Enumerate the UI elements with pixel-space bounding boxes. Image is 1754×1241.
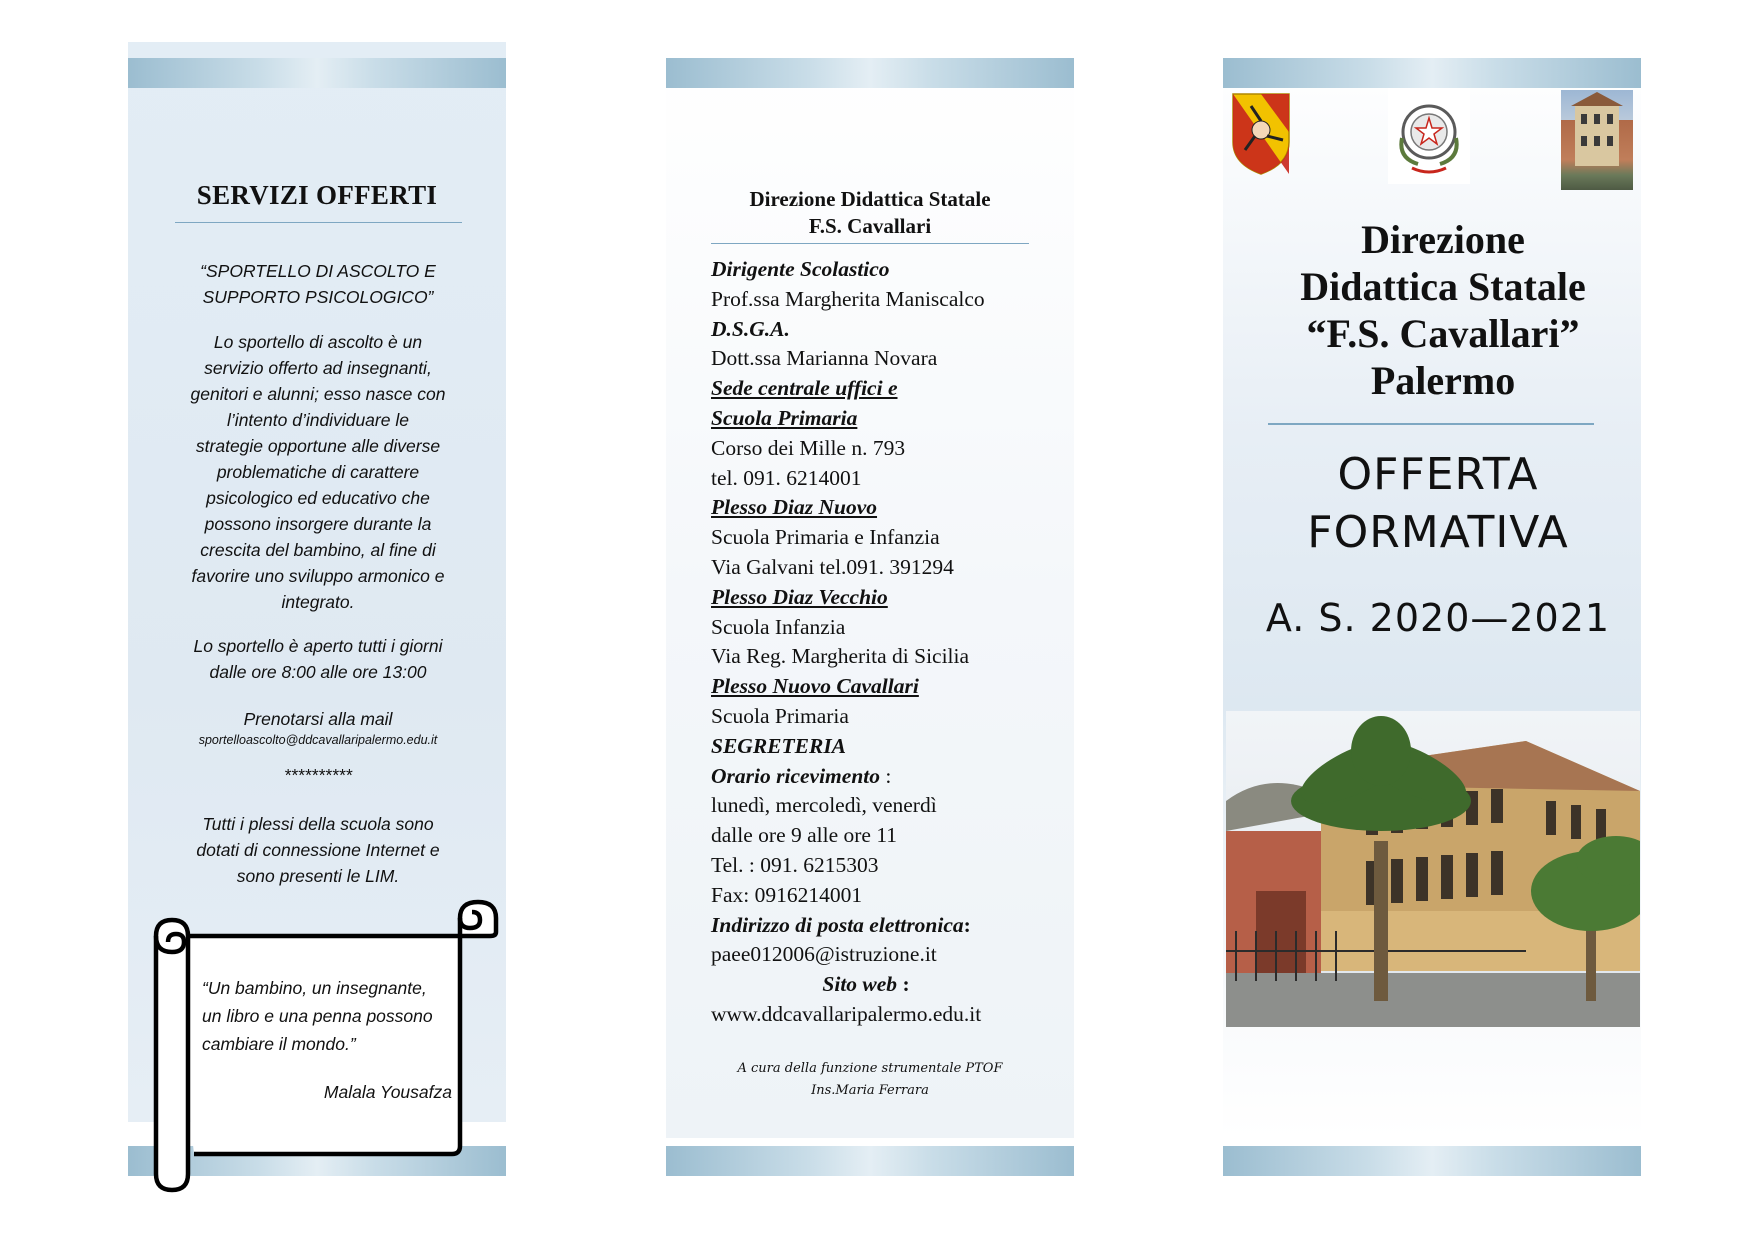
quote-author: Malala Yousafza <box>323 1082 452 1102</box>
email-label: Indirizzo di posta elettronica: <box>711 912 971 937</box>
principal-label: Dirigente Scolastico <box>711 257 890 281</box>
diaz-nuovo-label: Plesso Diaz Nuovo <box>711 495 878 520</box>
top-band <box>666 58 1074 88</box>
diaz-nuovo-address: Via Galvani tel.091. 391294 <box>711 554 954 579</box>
website-url[interactable]: www.ddcavallaripalermo.edu.it <box>711 1001 982 1026</box>
nuovo-cavallari-type: Scuola Primaria <box>711 703 849 728</box>
contact-info <box>711 255 1071 1030</box>
main-office-address: Corso dei Mille n. 793 <box>711 435 906 460</box>
italian-republic-emblem-icon <box>1388 88 1470 184</box>
reception-hours-label: Orario ricevimento : <box>711 763 892 788</box>
internet-note: Tutti i plessi della scuola sono dotati di connessione Internet e sono presenti le LIM. <box>196 814 440 886</box>
sicily-coat-of-arms-icon <box>1231 92 1291 176</box>
secretary-fax: Fax: 0916214001 <box>711 882 863 907</box>
diaz-vecchio-label: Plesso Diaz Vecchio <box>711 584 888 609</box>
services-title: SERVIZI OFFERTI <box>196 180 438 210</box>
opening-hours: Lo sportello è aperto tutti i giorni dalle ore 8:00 alle ore 13:00 <box>193 636 443 682</box>
diaz-vecchio-type: Scuola Infanzia <box>711 614 846 639</box>
school-email[interactable]: paee012006@istruzione.it <box>711 942 937 967</box>
separator-stars: ********** <box>283 765 353 785</box>
nuovo-cavallari-label: Plesso Nuovo Cavallari <box>711 674 919 699</box>
top-band <box>1223 58 1641 88</box>
service-description: Lo sportello di ascolto è un servizio offerto ad insegnanti, genitori e alunni; esso nasce con l’intento d’individuare le strategie opportune alle diverse problematiche di carattere psicologico ed educativo che possono insorgere durante la crescita del bambino, al fine di favorire uno sviluppo armonico e integrato. <box>190 332 446 612</box>
dsga-label: D.S.G.A. <box>711 316 790 341</box>
diaz-nuovo-type: Scuola Primaria e Infanzia <box>711 525 940 550</box>
right-bottom-band <box>1223 1146 1641 1176</box>
title-rule <box>175 222 462 223</box>
school-building-photo <box>1226 711 1640 1027</box>
offer-title: OFFERTA FORMATIVA <box>1307 449 1569 558</box>
diaz-vecchio-address: Via Reg. Margherita di Sicilia <box>711 644 970 669</box>
booking-email[interactable]: sportelloascolto@ddcavallaripalermo.edu.it <box>198 733 438 747</box>
principal-name: Prof.ssa Margherita Maniscalco <box>711 286 985 311</box>
title-rule <box>1268 423 1594 425</box>
middle-header: Direzione Didattica Statale F.S. Cavallari <box>749 187 991 238</box>
header-rule <box>711 243 1029 244</box>
quote-text: “Un bambino, un insegnante, un libro e una penna possono cambiare il mondo.” <box>202 978 433 1054</box>
credits: A cura della funzione strumentale PTOF Ins.Maria Ferrara <box>737 1061 1003 1098</box>
booking-info: Prenotarsi alla mail sportelloascolto@ddcavallaripalermo.edu.it <box>173 706 463 748</box>
service-name: “SPORTELLO DI ASCOLTO E SUPPORTO PSICOLOGICO” <box>200 261 436 307</box>
school-year: A. S. 2020—2021 <box>1265 596 1611 640</box>
middle-panel <box>666 58 1074 1138</box>
reception-hours: dalle ore 9 alle ore 11 <box>711 823 898 848</box>
secretary-phone: Tel. : 091. 6215303 <box>711 852 879 877</box>
middle-bottom-band <box>666 1146 1074 1176</box>
website-label: Sito web : <box>822 972 910 997</box>
secretary-label: SEGRETERIA <box>711 733 847 758</box>
main-office-label: Sede centrale uffici e <box>711 376 898 401</box>
top-band <box>128 58 506 88</box>
reception-days: lunedì, mercoledì, venerdì <box>711 793 937 818</box>
main-office-label-2: Scuola Primaria <box>711 405 858 430</box>
right-panel <box>1223 58 1641 1138</box>
school-title: Direzione Didattica Statale “F.S. Cavallari” Palermo <box>1300 217 1586 403</box>
school-building-thumbnail <box>1561 90 1633 190</box>
quote-scroll <box>150 898 502 1194</box>
main-office-phone: tel. 091. 6214001 <box>711 465 862 490</box>
dsga-name: Dott.ssa Marianna Novara <box>711 346 938 371</box>
